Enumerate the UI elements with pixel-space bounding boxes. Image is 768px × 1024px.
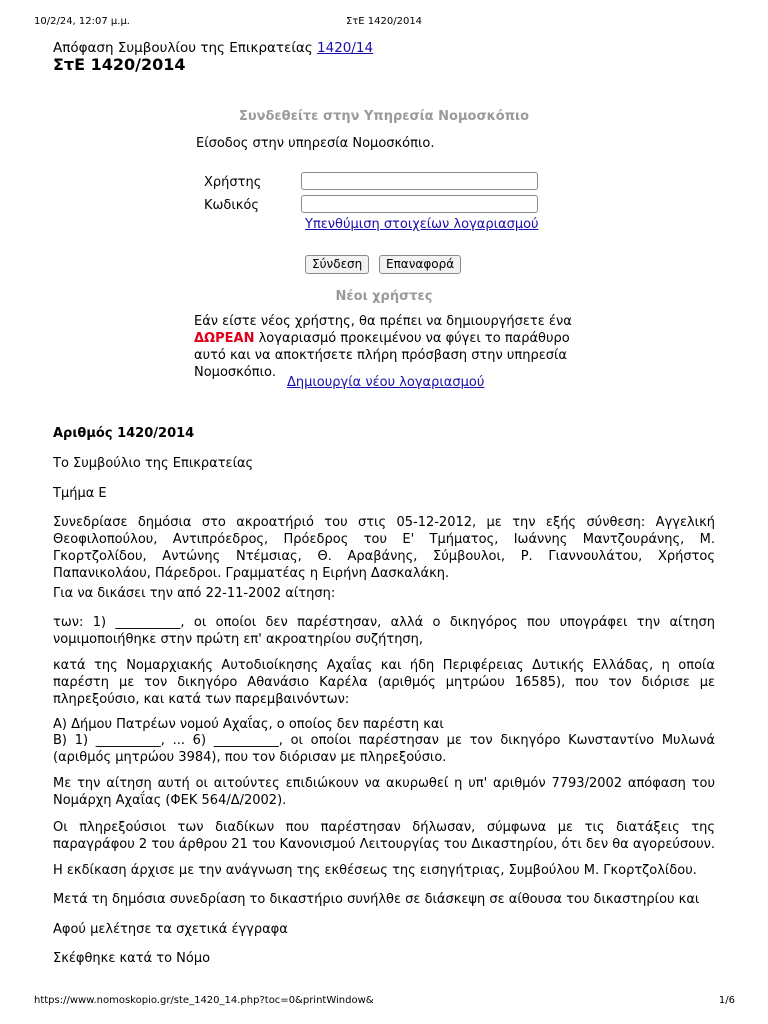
free-highlight: ΔΩΡΕΑΝ [194, 331, 255, 346]
paragraph-request: Με την αίτηση αυτή οι αιτούντες επιδιώκουν να ακυρωθεί η υπ' αριθμόν 7793/2002 απόφαση του Νομάρχη Αχαΐας (ΦΕΚ 564/Δ/2002). [53, 776, 715, 808]
new-users-text-after: λογαριασμό προκειμένου να φύγει το παράθυρο αυτό και να αποκτήσετε πλήρη πρόσβαση στην υπηρεσία Νομοσκόπιο. [194, 331, 570, 380]
print-page-number: 1/6 [718, 995, 735, 1006]
decision-number-link[interactable]: 1420/14 [317, 40, 374, 56]
paragraph-intervener-a: Α) Δήμου Πατρέων νομού Αχαΐας, ο οποίος δεν παρέστη και [53, 717, 444, 732]
paragraph-deliberation: Μετά τη δημόσια συνεδρίαση το δικαστήριο συνήλθε σε διάσκεψη σε αίθουσα του δικαστηρίου και [53, 892, 700, 907]
paragraph-hearing: Η εκδίκαση άρχισε με την ανάγνωση της εκθέσεως της εισηγήτριας, Συμβούλου Μ. Γκορτζολίδου. [53, 863, 697, 878]
print-datetime: 10/2/24, 12:07 μ.μ. [34, 16, 130, 27]
decision-title-prefix: Απόφαση Συμβουλίου της Επικρατείας [53, 40, 318, 56]
paragraph-law: Σκέφθηκε κατά το Νόμο [53, 951, 211, 966]
login-section-title: Συνδεθείτε στην Υπηρεσία Νομοσκόπιο [238, 109, 530, 124]
reset-button[interactable]: Επαναφορά [379, 255, 461, 274]
decision-number: Αριθμός 1420/2014 [53, 426, 195, 441]
paragraph-attorneys: Οι πληρεξούσιοι των διαδίκων που παρέστησαν δήλωσαν, σύμφωνα με τις διατάξεις της παραγράφου 2 του άρθρου 21 του Κανονισμού Λειτουργίας του Δικαστηρίου, ότι δεν θα αγορεύσουν. [53, 820, 716, 852]
login-intro: Είσοδος στην υπηρεσία Νομοσκόπιο. [196, 136, 435, 151]
court-name: Το Συμβούλιο της Επικρατείας [53, 456, 254, 471]
paragraph-intervener-b: Β) 1) __________, ... 6) __________, οι οποίοι παρέστησαν με τον δικηγόρο Κωνσταντίνο Μυλωνά (αριθμός μητρώου 3984), που τον διόρισαν με πληρεξούσιο. [53, 733, 715, 765]
username-label: Χρήστης [204, 175, 262, 190]
paragraph-petition: Για να δικάσει την από 22-11-2002 αίτηση: [53, 586, 336, 601]
paragraph-composition: Συνεδρίασε δημόσια στο ακροατήριό του στις 05-12-2012, με την εξής σύνθεση: Αγγελική Θεοφιλοπούλου, Αντιπρόεδρος, Πρόεδρος του Ε' Τμήματος, Ιωάννης Μαντζουράνης, Μ. Γκορτζολίδου, Αντώνης Ντέμσιας, Θ. Αραβάνης, Σύμβουλοι, Ρ. Γιαννουλάτου, Χρήστος Παπανικολάου, Πάρεδροι. Γραμματέας η Ειρήνη Δασκαλάκη. [53, 515, 715, 581]
paragraph-petitioners: των: 1) __________, οι οποίοι δεν παρέστησαν, αλλά ο δικηγόρος που υπογράφει την αίτηση νομιμοποιήθηκε στην πρώτη επ' ακροατηρίου συζήτηση, [53, 615, 715, 647]
new-users-text-before: Εάν είστε νέος χρήστης, θα πρέπει να δημιουργήσετε ένα [194, 314, 572, 329]
account-reminder-link[interactable]: Υπενθύμιση στοιχείων λογαριασμού [305, 217, 539, 232]
paragraph-respondent: κατά της Νομαρχιακής Αυτοδιοίκησης Αχαΐας και ήδη Περιφέρειας Δυτικής Ελλάδας, η οποία παρέστη με τον δικηγόρο Αθανάσιο Καρέλα (αριθμός μητρώου 16585), που τον διόρισε με πληρεξούσιο, και κατά των παρεμβαινόντων: [53, 658, 715, 707]
page-title: ΣτΕ 1420/2014 [53, 55, 186, 74]
password-input[interactable] [301, 195, 538, 213]
username-input[interactable] [301, 172, 538, 190]
print-page-title: ΣτΕ 1420/2014 [345, 16, 423, 27]
new-users-text [194, 313, 574, 381]
paragraph-documents: Αφού μελέτησε τα σχετικά έγγραφα [53, 922, 288, 937]
password-label: Κωδικός [204, 198, 260, 213]
decision-title-line [53, 40, 373, 56]
create-account-link[interactable]: Δημιουργία νέου λογαριασμού [287, 375, 485, 390]
court-section: Τμήμα Ε [53, 486, 107, 501]
print-url: https://www.nomoskopio.gr/ste_1420_14.php?toc=0&printWindow& [34, 995, 374, 1006]
new-users-title: Νέοι χρήστες [335, 289, 433, 304]
login-button[interactable]: Σύνδεση [305, 255, 369, 274]
